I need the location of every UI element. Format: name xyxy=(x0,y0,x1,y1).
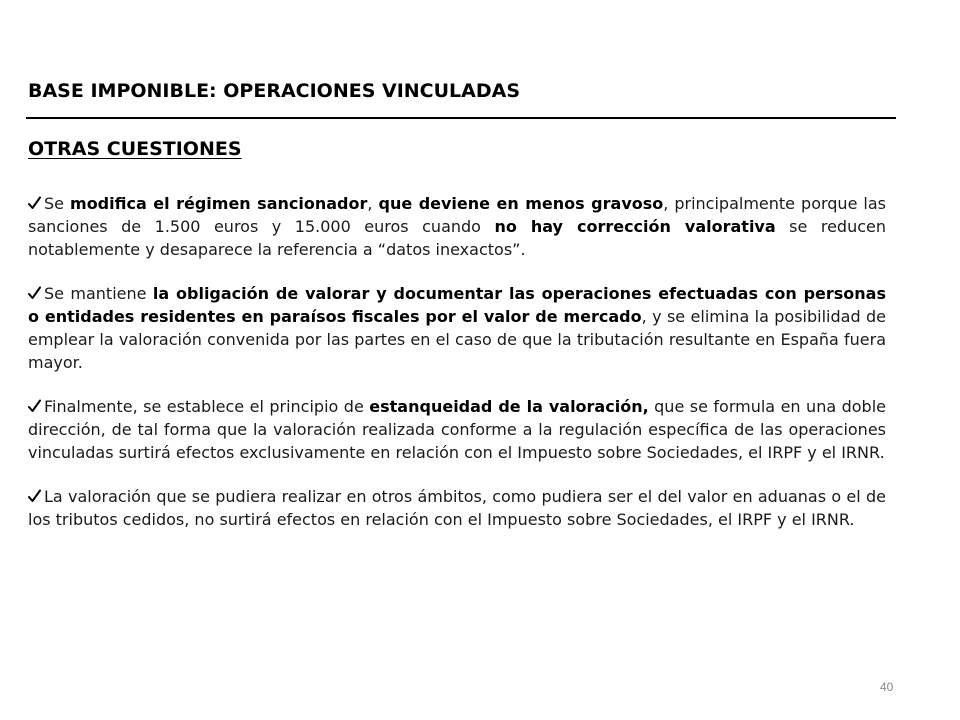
bullet-item xyxy=(28,485,886,531)
bullet-text: , y se elimina la posibilidad de emplear la valoración convenida por las partes en el caso de que la tributación resultante en España fuera mayor. xyxy=(28,307,887,372)
bullet-text-bold: modifica el régimen sancionador xyxy=(70,194,368,213)
bullet-text: , principalmente porque las sanciones de 1.500 euros y 15.000 euros cuando xyxy=(28,194,887,236)
checkmark-icon xyxy=(28,489,41,503)
checkmark-icon xyxy=(28,286,41,300)
bullet-text: Se mantiene xyxy=(44,284,153,303)
bullet-item xyxy=(28,192,886,261)
bullet-text: , xyxy=(367,194,379,213)
bullet-item xyxy=(28,395,886,464)
bullet-text-bold: estanqueidad de la valoración, xyxy=(369,397,649,416)
bullet-text: Se xyxy=(44,194,71,213)
slide-title: BASE IMPONIBLE: OPERACIONES VINCULADAS xyxy=(28,80,521,102)
page-number: 40 xyxy=(880,680,894,694)
bullet-text-bold: no hay corrección valorativa xyxy=(494,217,776,236)
checkmark-icon xyxy=(28,399,41,413)
section-heading: OTRAS CUESTIONES xyxy=(28,138,242,160)
bullet-list xyxy=(28,192,886,552)
bullet-text-bold: que deviene en menos gravoso xyxy=(378,194,664,213)
bullet-text: Finalmente, se establece el principio de xyxy=(44,397,370,416)
checkmark-icon xyxy=(28,196,41,210)
bullet-text: se reducen notablemente y desaparece la referencia a “datos inexactos”. xyxy=(28,217,887,259)
bullet-text-bold: la obligación de valorar y documentar las operaciones efectuadas con personas o entidades residentes en paraísos fiscales por el valor de mercado xyxy=(28,284,887,326)
title-underline-rule xyxy=(26,117,896,119)
bullet-item xyxy=(28,282,886,374)
bullet-text: La valoración que se pudiera realizar en otros ámbitos, como pudiera ser el del valor en aduanas o el de los tributos cedidos, no surtirá efectos en relación con el Impuesto sobre Sociedades, el IRPF y el IRNR. xyxy=(28,487,886,529)
bullet-text: que se formula en una doble dirección, de tal forma que la valoración realizada conforme a la regulación específica de las operaciones vinculadas surtirá efectos exclusivamente en relación con el Impuesto sobre Sociedades, el IRPF y el IRNR. xyxy=(28,397,887,462)
